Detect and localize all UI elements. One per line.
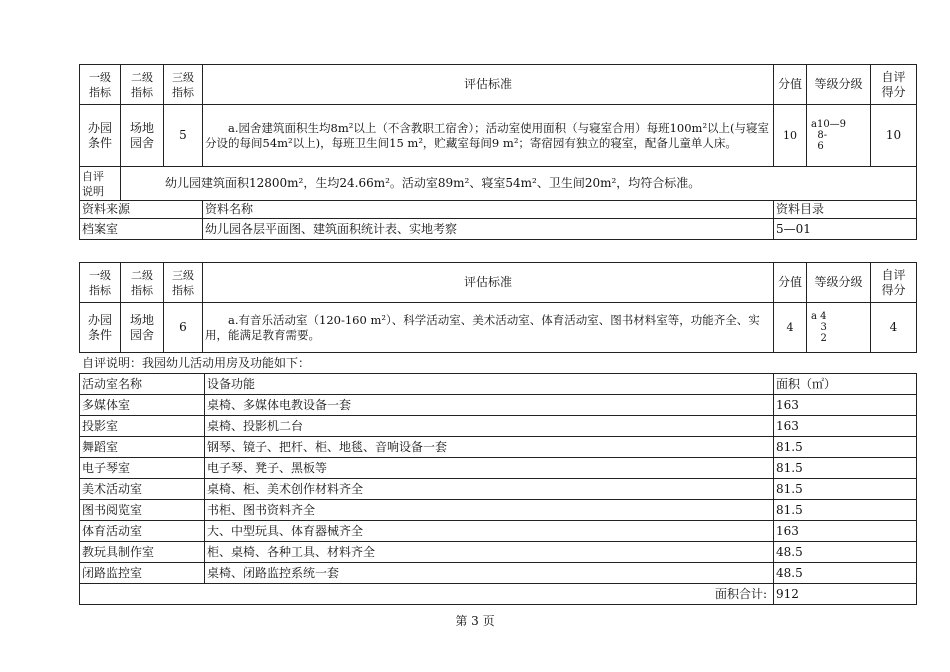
table-row [80,479,917,500]
grade-cell: a10—9 8- 6 [807,105,871,167]
header-level1: 一级 指标 [80,65,121,105]
header-criteria: 评估标准 [203,263,774,303]
room-name: 舞蹈室 [80,437,205,458]
room-header-row [80,374,917,395]
header-grade: 等级分级 [807,263,871,303]
source-cell: 档案室 [80,219,203,240]
assessment-table-1 [79,64,917,240]
table-row [80,500,917,521]
room-area: 81.5 [774,479,917,500]
room-area: 48.5 [774,563,917,584]
catalog-header: 资料目录 [774,201,917,219]
self-eval-row [80,167,917,201]
criteria-cell: a.有音乐活动室（120-160 m²）、科学活动室、美术活动室、体育活动室、图书材料室等，功能齐全、实用，能满足教育需要。 [203,303,774,353]
name-cell: 幼儿园各层平面图、建筑面积统计表、实地考察 [203,219,774,240]
table-row [80,416,917,437]
score-cell: 4 [774,303,807,353]
level1-cell: 办园 条件 [80,105,121,167]
total-label: 面积合计: [80,584,774,605]
room-name: 美术活动室 [80,479,205,500]
room-function-header: 设备功能 [205,374,774,395]
criteria-cell: a.园舍建筑面积生均8m²以上（不含教职工宿舍）；活动室使用面积（与寝室合用）每班100m²以上(与寝室分设的每间54m²以上)，每班卫生间15 m²，贮藏室每间9 m²；寄宿园有独立的寝室，配备儿童单人床。 [203,105,774,167]
source-row [80,219,917,240]
header-score: 分值 [774,65,807,105]
header-criteria: 评估标准 [203,65,774,105]
room-name-header: 活动室名称 [80,374,205,395]
room-function: 书柜、图书资料齐全 [205,500,774,521]
table-row [80,437,917,458]
total-row [80,584,917,605]
room-name: 多媒体室 [80,395,205,416]
header-row [80,263,917,303]
room-name: 电子琴室 [80,458,205,479]
self-eval-label: 自评 说明 [80,167,121,201]
table-row [80,563,917,584]
assessment-table-2 [79,262,917,353]
room-name: 体育活动室 [80,521,205,542]
room-area: 163 [774,416,917,437]
header-row [80,65,917,105]
room-name: 闭路监控室 [80,563,205,584]
room-name: 投影室 [80,416,205,437]
header-level3: 三级 指标 [164,65,203,105]
header-grade: 等级分级 [807,65,871,105]
room-name: 图书阅览室 [80,500,205,521]
room-function: 桌椅、闭路监控系统一套 [205,563,774,584]
table-row [80,542,917,563]
header-self-score: 自评 得分 [871,263,917,303]
header-level2: 二级 指标 [121,263,164,303]
criteria-row [80,105,917,167]
score-cell: 10 [774,105,807,167]
level2-cell: 场地 园舍 [121,303,164,353]
room-function: 电子琴、凳子、黑板等 [205,458,774,479]
room-area: 81.5 [774,437,917,458]
source-header-row [80,201,917,219]
self-score-cell: 10 [871,105,917,167]
room-area: 163 [774,395,917,416]
table-row [80,395,917,416]
room-area: 81.5 [774,458,917,479]
header-self-score: 自评 得分 [871,65,917,105]
room-function: 桌椅、投影机二台 [205,416,774,437]
self-eval-text: 自评说明：我园幼儿活动用房及功能如下： [82,356,311,370]
criteria-row [80,303,917,353]
level1-cell: 办园 条件 [80,303,121,353]
page-number: 第 3 页 [455,614,495,628]
table-row [80,458,917,479]
room-name: 教玩具制作室 [80,542,205,563]
grade-cell: a 4 3 2 [807,303,871,353]
room-table [79,373,917,605]
room-function: 柜、桌椅、各种工具、材料齐全 [205,542,774,563]
level2-cell: 场地 园舍 [121,105,164,167]
source-header: 资料来源 [80,201,203,219]
room-function: 桌椅、柜、美术创作材料齐全 [205,479,774,500]
self-eval-text: 幼儿园建筑面积12800m²，生均24.66m²。活动室89m²、寝室54m²、卫生间20m²，均符合标准。 [121,167,917,201]
room-area: 81.5 [774,500,917,521]
catalog-cell: 5—01 [774,219,917,240]
table-row [80,521,917,542]
room-function: 桌椅、多媒体电教设备一套 [205,395,774,416]
room-function: 大、中型玩具、体育器械齐全 [205,521,774,542]
header-level2: 二级 指标 [121,65,164,105]
self-score-cell: 4 [871,303,917,353]
room-function: 钢琴、镜子、把杆、柜、地毯、音响设备一套 [205,437,774,458]
header-level3: 三级 指标 [164,263,203,303]
total-value: 912 [774,584,917,605]
header-level1: 一级 指标 [80,263,121,303]
level3-cell: 5 [164,105,203,167]
room-area-header: 面积（㎡） [774,374,917,395]
header-score: 分值 [774,263,807,303]
room-area: 48.5 [774,542,917,563]
level3-cell: 6 [164,303,203,353]
name-header: 资料名称 [203,201,774,219]
room-area: 163 [774,521,917,542]
